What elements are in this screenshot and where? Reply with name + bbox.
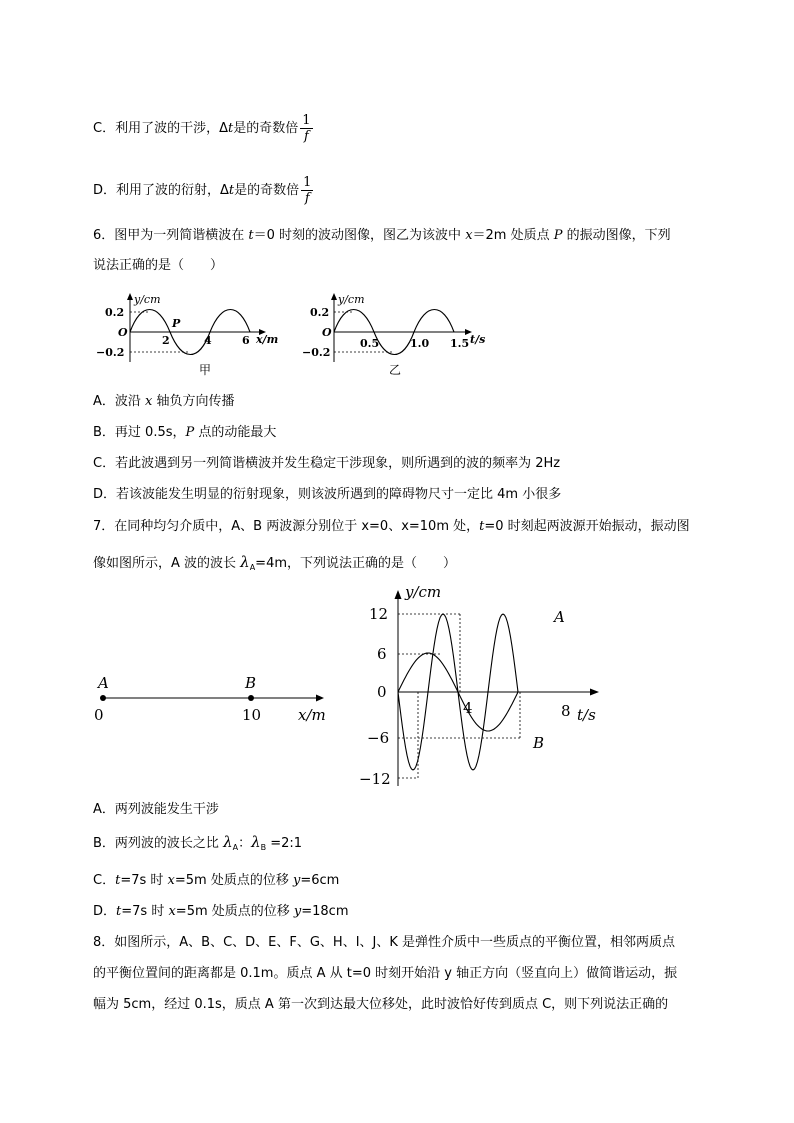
q6-fig1-ylabel: y/cm <box>134 293 161 306</box>
q6-option-a: A．波沿 x 轴负方向传播 <box>93 394 235 409</box>
q7-axis-label-a: A <box>98 674 109 692</box>
q6-fig1-ytop: 0.2 <box>105 306 125 319</box>
q7-axis-val-b: 10 <box>242 706 262 724</box>
q6-fig2-tick: 1.0 <box>410 337 430 350</box>
q6-option-b: B．再过 0.5s，P 点的动能最大 <box>93 425 277 440</box>
q6-figure-yi <box>302 290 502 380</box>
q6-fig2-ybot: −0.2 <box>302 346 331 359</box>
q7-axis-xlabel: x/m <box>298 706 326 724</box>
q7-graph-xtick: 8 <box>561 702 571 720</box>
q6-option-c: C．若此波遇到另一列简谐横波并发生稳定干涉现象，则所遇到的波的频率为 2Hz <box>93 456 561 471</box>
q7-stem-line2: 像如图所示，A 波的波长 $\lambda_A=4m$，下列说法正确的是（ ） <box>93 553 456 572</box>
q6-fig1-ybot: −0.2 <box>96 346 125 359</box>
q5-option-d: D．利用了波的衍射，Δt是的奇数倍 $\frac{1}{f}$ <box>93 175 312 206</box>
q6-figure-jia <box>96 290 286 380</box>
q7-graph-label-b: B <box>533 734 545 752</box>
q7-source-axis <box>90 670 340 730</box>
q6-fig1-origin: O <box>118 326 128 339</box>
q7-vibration-graph <box>355 578 615 793</box>
q7-option-c: C．t=7s 时 x=5m 处质点的位移 y=6cm <box>93 873 340 888</box>
q7-axis-val-a: 0 <box>94 706 104 724</box>
q7-option-a: A．两列波能发生干涉 <box>93 802 219 817</box>
q6-fig1-tick: 2 <box>162 334 170 347</box>
q6-fig1-xlabel: x/m <box>256 333 279 346</box>
q7-option-b: B．两列波的波长之比 $\lambda_A$：$\lambda_B$ =2:1 <box>93 833 303 852</box>
q7-graph-ytick: 12 <box>369 605 389 623</box>
q7-graph-xtick: 4 <box>463 699 473 717</box>
q6-fig2-caption: 乙 <box>389 363 402 377</box>
q7-option-d: D．t=7s 时 x=5m 处质点的位移 y=18cm <box>93 904 349 919</box>
q7-graph-xlabel: t/s <box>577 706 596 724</box>
q7-graph-label-a: A <box>554 608 565 626</box>
q7-graph-ytick: −6 <box>367 729 390 747</box>
q7-graph-ylabel: y/cm <box>405 583 442 601</box>
q8-stem-line3: 幅为 5cm，经过 0.1s，质点 A 第一次到达最大位移处，此时波恰好传到质点 C，则下列说法正确的 <box>93 997 669 1012</box>
q7-graph-ytick: −12 <box>359 770 391 788</box>
q8-stem-line1: 8．如图所示，A、B、C、D、E、F、G、H、I、J、K 是弹性介质中一些质点的平衡位置，相邻两质点 <box>93 935 676 950</box>
q6-fig1-caption: 甲 <box>199 363 212 377</box>
q6-fig1-point-p: P <box>172 317 181 330</box>
q6-fig2-ylabel: y/cm <box>338 293 365 306</box>
q8-stem-line2: 的平衡位置间的距离都是 0.1m。质点 A 从 t=0 时刻开始沿 y 轴正方向（竖直向上）做简谐运动，振 <box>93 966 678 981</box>
q7-stem-line1: 7．在同种均匀介质中，A、B 两波源分别位于 x=0、x=10m 处，t=0 时刻起两波源开始振动，振动图 <box>93 519 690 534</box>
q6-fig2-tick: 0.5 <box>360 337 380 350</box>
q6-fig2-tick: 1.5 <box>450 337 470 350</box>
q5-option-c: C．利用了波的干涉，Δt是的奇数倍 $\frac{1}{f}$ <box>93 113 311 144</box>
q6-stem-line1: 6．图甲为一列简谐横波在 t＝0 时刻的波动图像，图乙为该波中 x＝2m 处质点 P 的振动图像，下列 <box>93 228 671 243</box>
q6-option-d: D．若该波能发生明显的衍射现象，则该波所遇到的障碍物尺寸一定比 4m 小很多 <box>93 487 562 502</box>
q6-fig1-tick: 6 <box>242 334 250 347</box>
q7-axis-label-b: B <box>245 674 257 692</box>
q6-fig1-tick: 4 <box>204 334 212 347</box>
fraction-1-over-f: $\frac{1}{f}$ <box>302 113 311 144</box>
q6-stem-line2: 说法正确的是（ ） <box>93 258 224 273</box>
q6-fig2-ytop: 0.2 <box>310 306 330 319</box>
q7-graph-ytick: 6 <box>377 645 387 663</box>
q6-fig2-xlabel: t/s <box>470 333 486 346</box>
q6-fig2-origin: O <box>322 326 332 339</box>
q7-graph-ytick: 0 <box>377 683 387 701</box>
fraction-1-over-f: $\frac{1}{f}$ <box>303 175 312 206</box>
